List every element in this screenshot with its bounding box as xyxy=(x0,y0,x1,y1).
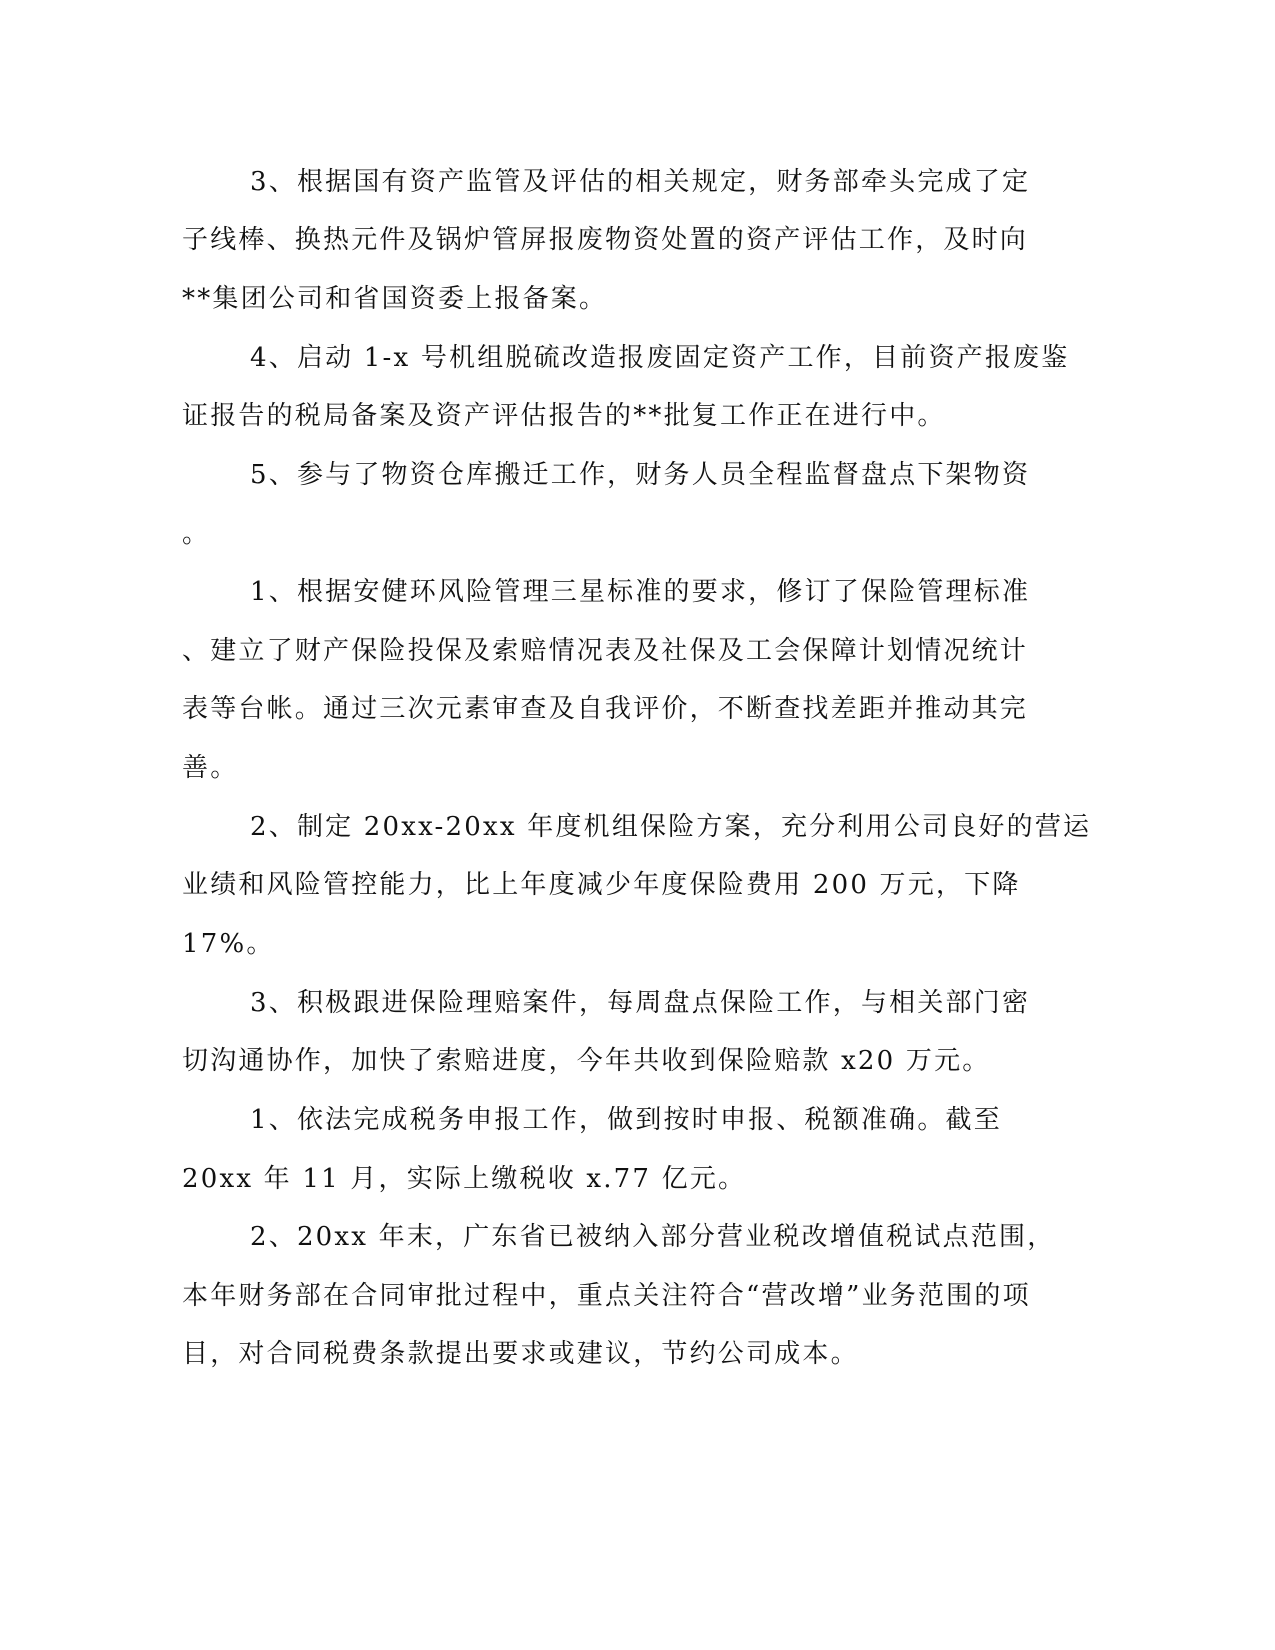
text-line: 证报告的税局备案及资产评估报告的**批复工作正在进行中。 xyxy=(182,401,946,431)
text-line: 目，对合同税费条款提出要求或建议，节约公司成本。 xyxy=(182,1339,859,1369)
text-line: 切沟通协作，加快了索赔进度，今年共收到保险赔款 x20 万元。 xyxy=(182,1046,991,1076)
text-line: 、建立了财产保险投保及索赔情况表及社保及工会保障计划情况统计 xyxy=(182,636,1029,666)
text-line: 2、20xx 年末，广东省已被纳入部分营业税改增值税试点范围， xyxy=(250,1222,1056,1252)
text-line: 业绩和风险管控能力，比上年度减少年度保险费用 200 万元，下降 xyxy=(182,870,1021,900)
text-line: 1、根据安健环风险管理三星标准的要求，修订了保险管理标准 xyxy=(250,577,1031,607)
text-line: 17%。 xyxy=(182,929,275,959)
text-line: 2、制定 20xx-20xx 年度机组保险方案，充分利用公司良好的营运 xyxy=(250,812,1092,842)
text-line: 3、根据国有资产监管及评估的相关规定，财务部牵头完成了定 xyxy=(250,167,1031,197)
text-line: 本年财务部在合同审批过程中，重点关注符合“营改增”业务范围的项 xyxy=(182,1281,1031,1311)
text-line: **集团公司和省国资委上报备案。 xyxy=(182,284,608,314)
text-line: 善。 xyxy=(182,753,239,783)
text-line: 。 xyxy=(182,519,211,549)
text-line: 子线棒、换热元件及锅炉管屏报废物资处置的资产评估工作，及时向 xyxy=(182,225,1029,255)
text-line: 1、依法完成税务申报工作，做到按时申报、税额准确。截至 xyxy=(250,1105,1002,1135)
text-line: 4、启动 1-x 号机组脱硫改造报废固定资产工作，目前资产报废鉴 xyxy=(250,343,1070,373)
text-line: 表等台帐。通过三次元素审查及自我评价，不断查找差距并推动其完 xyxy=(182,694,1029,724)
text-line: 20xx 年 11 月，实际上缴税收 x.77 亿元。 xyxy=(182,1164,747,1194)
text-line: 3、积极跟进保险理赔案件，每周盘点保险工作，与相关部门密 xyxy=(250,988,1031,1018)
text-line: 5、参与了物资仓库搬迁工作，财务人员全程监督盘点下架物资 xyxy=(250,460,1031,490)
